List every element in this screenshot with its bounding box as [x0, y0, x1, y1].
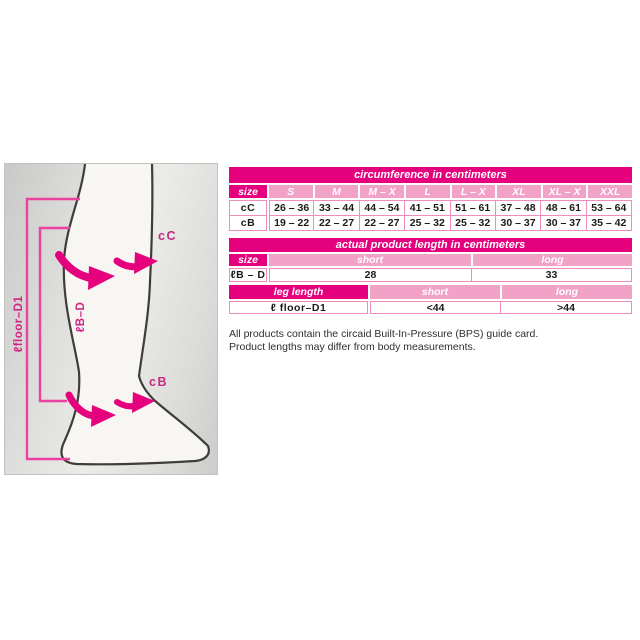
table-row — [229, 200, 632, 216]
product-length-table — [229, 238, 632, 282]
diagram-label-b-d: ℓB–D — [75, 301, 87, 333]
table-cell: 33 – 44 — [314, 200, 359, 216]
row-label: cC — [229, 200, 267, 216]
column-header: M – X — [360, 185, 404, 198]
footnotes — [229, 328, 629, 354]
table-cell: 22 – 27 — [314, 215, 359, 231]
column-header: L — [406, 185, 450, 198]
table-cell: <44 — [370, 301, 501, 314]
diagram-label-cc: cC — [158, 229, 177, 243]
column-header: L – X — [452, 185, 496, 198]
leg-illustration — [5, 164, 217, 474]
table-row — [229, 301, 632, 314]
table-cell: 53 – 64 — [587, 200, 632, 216]
diagram-label-floor-d1: ℓfloor–D1 — [13, 295, 25, 353]
size-header-cell: size — [229, 254, 267, 266]
circumference-header-row — [229, 185, 632, 198]
row-label: ℓB – D — [230, 269, 266, 281]
table-cell: 35 – 42 — [587, 215, 632, 231]
table-cell: 51 – 61 — [451, 200, 496, 216]
footnote-line: All products contain the circaid Built-In-Pressure (BPS) guide card. — [229, 328, 539, 340]
leg-measurement-diagram — [4, 163, 218, 475]
column-header: short — [269, 254, 471, 266]
table-cell: 26 – 36 — [269, 200, 314, 216]
leg-length-table — [229, 285, 632, 314]
table-cell: 41 – 51 — [405, 200, 450, 216]
table-cell: 19 – 22 — [269, 215, 314, 231]
column-header: XL — [497, 185, 541, 198]
table-cell: 30 – 37 — [541, 215, 586, 231]
size-header-cell: size — [229, 185, 267, 198]
table-cell: 28 — [269, 268, 472, 282]
product-length-table-title: actual product length in centimeters — [229, 238, 632, 252]
product-length-header-row — [229, 254, 632, 266]
column-header: XXL — [588, 185, 632, 198]
diagram-label-cb: cB — [149, 375, 168, 389]
table-cell: 22 – 27 — [360, 215, 405, 231]
circumference-table — [229, 167, 632, 231]
table-cell: 33 — [472, 268, 632, 282]
table-cell: 37 – 48 — [496, 200, 541, 216]
table-cell: 25 – 32 — [451, 215, 496, 231]
table-cell: 44 – 54 — [360, 200, 405, 216]
table-row — [229, 215, 632, 231]
table-row — [229, 268, 632, 282]
row-label: ℓ floor–D1 — [229, 301, 368, 314]
column-header: long — [502, 285, 632, 299]
footnote-line: Product lengths may differ from body measurements. — [229, 341, 476, 353]
table-cell: 30 – 37 — [496, 215, 541, 231]
table-cell: >44 — [501, 301, 632, 314]
column-header: short — [370, 285, 500, 299]
table-cell: 48 – 61 — [541, 200, 586, 216]
column-header: XL – X — [543, 185, 587, 198]
column-header: M — [315, 185, 359, 198]
column-header: S — [269, 185, 313, 198]
column-header: long — [473, 254, 632, 266]
circumference-table-title: circumference in centimeters — [229, 167, 632, 183]
leg-length-header-cell: leg length — [229, 285, 368, 299]
leg-length-header-row — [229, 285, 632, 299]
table-cell: 25 – 32 — [405, 215, 450, 231]
row-label: cB — [229, 215, 267, 231]
